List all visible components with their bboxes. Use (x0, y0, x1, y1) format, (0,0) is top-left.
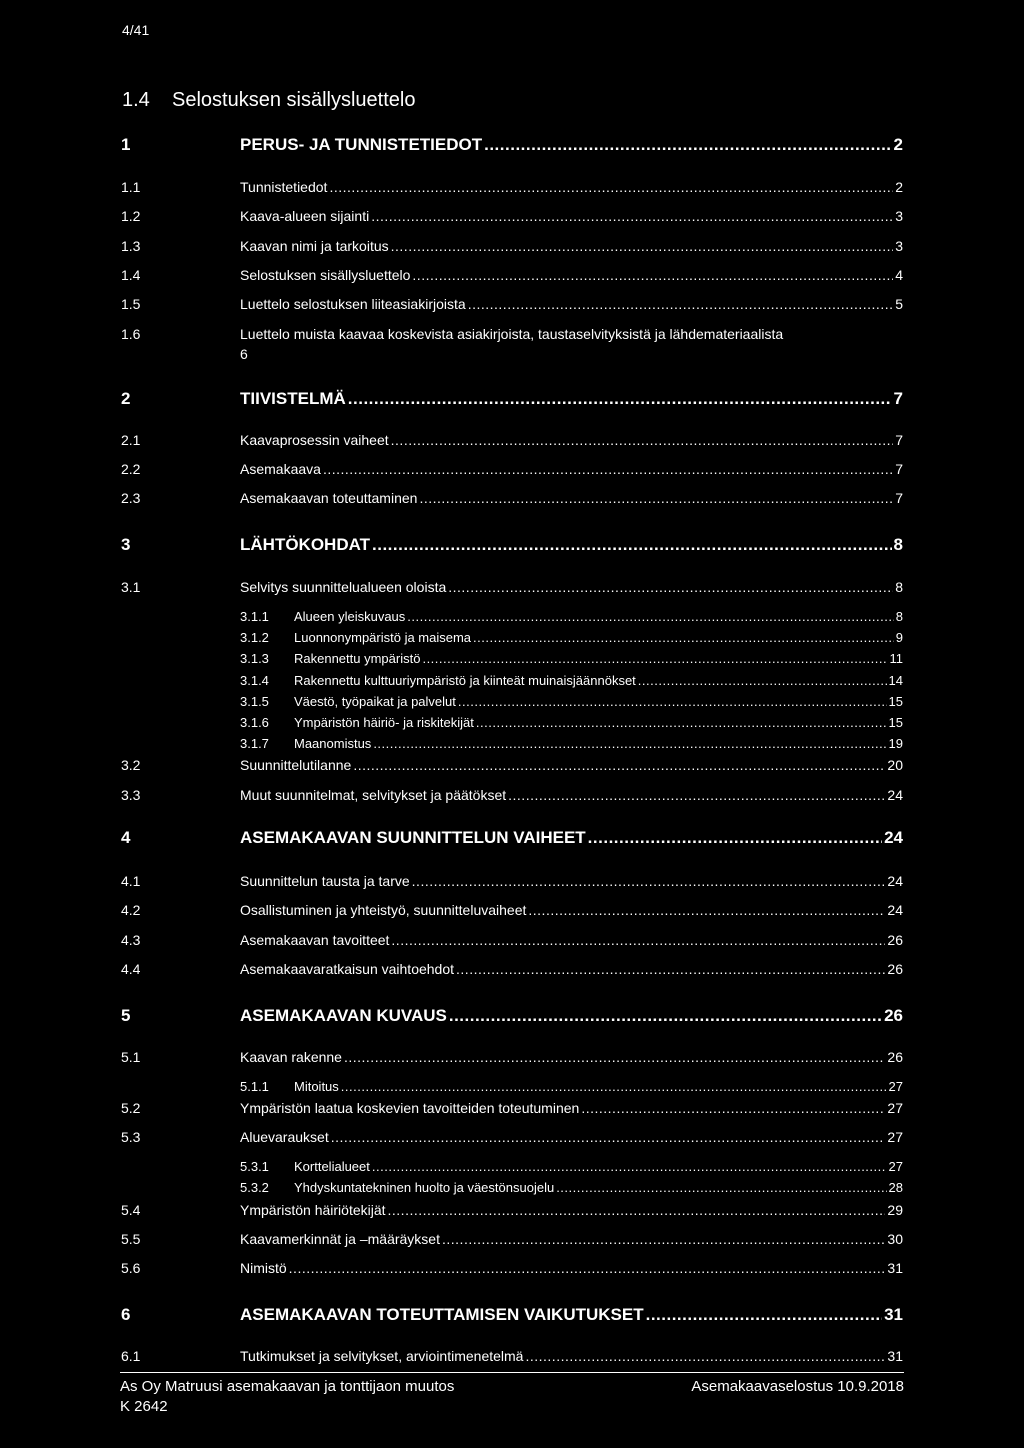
toc-entry-title: Rakennettu kulttuuriympäristö ja kiinteät muinaisjäännökset (294, 673, 636, 688)
toc-entry-number: 6 (121, 1305, 131, 1324)
toc-dot-leader (484, 135, 891, 155)
toc-entry-number: 5.4 (121, 1202, 141, 1218)
toc-entry-number: 5.1 (121, 1049, 141, 1065)
section-heading-number: 1.4 (122, 89, 150, 111)
toc-dot-leader (329, 179, 893, 195)
toc-dot-leader (525, 1348, 885, 1364)
toc-entry-number: 5.3.2 (240, 1180, 269, 1195)
footer-document-date: Asemakaavaselostus 10.9.2018 (691, 1378, 904, 1395)
toc-entry-title: Kaavaprosessin vaiheet (240, 432, 389, 448)
toc-entry-number: 5.1.1 (240, 1079, 269, 1094)
toc-entry-number: 5.3.1 (240, 1159, 269, 1174)
toc-entry-number: 1.2 (121, 208, 141, 224)
toc-entry-title: Kaavan nimi ja tarkoitus (240, 238, 389, 254)
toc-dot-leader (556, 1180, 886, 1195)
toc-entry-number: 3.2 (121, 757, 141, 773)
toc-entry-title: Asemakaava (240, 461, 321, 477)
toc-entry-page: 28 (888, 1180, 903, 1195)
toc-entry-title: ASEMAKAAVAN KUVAUS (240, 1006, 447, 1025)
toc-dot-leader (646, 1305, 882, 1325)
toc-entry-title: Ympäristön häiriötekijät (240, 1202, 386, 1218)
toc-entry-title: Tunnistetiedot (240, 179, 328, 195)
toc-entry-page: 9 (895, 630, 903, 645)
toc-entry-page: 2 (893, 135, 903, 154)
toc-entry-page: 31 (887, 1348, 903, 1364)
toc-entry-number: 3.3 (121, 787, 141, 803)
toc-entry-page: 19 (888, 736, 903, 751)
toc-entry-number: 5.5 (121, 1231, 141, 1247)
toc-entry-title: Ympäristön häiriö- ja riskitekijät (294, 715, 474, 730)
toc-dot-leader (419, 490, 893, 506)
toc-entry-title: Tutkimukset ja selvitykset, arviointimenetelmä (240, 1348, 524, 1364)
toc-entry-number: 3.1.3 (240, 651, 269, 666)
toc-entry-title: Selostuksen sisällysluettelo (240, 267, 411, 283)
toc-dot-leader (449, 1006, 882, 1026)
toc-entry-title: Kaavan rakenne (240, 1049, 342, 1065)
toc-entry-number: 5.3 (121, 1129, 141, 1145)
toc-entry-title: LÄHTÖKOHDAT (240, 535, 370, 554)
toc-entry-title: Luettelo muista kaavaa koskevista asiakirjoista, taustaselvityksistä ja lähdemateriaalista (240, 326, 784, 342)
toc-dot-leader (442, 1231, 885, 1247)
toc-dot-leader (468, 296, 894, 312)
toc-dot-leader (407, 609, 893, 624)
toc-entry-number: 5.6 (121, 1260, 141, 1276)
toc-entry-title: Korttelialueet (294, 1159, 370, 1174)
toc-dot-leader (391, 432, 894, 448)
toc-entry-page: 31 (884, 1305, 903, 1324)
toc-entry-page: 5 (895, 296, 903, 312)
toc-entry-page: 15 (888, 715, 903, 730)
toc-entry-title: Rakennettu ympäristö (294, 651, 421, 666)
toc-dot-leader (372, 535, 892, 555)
footer-code: K 2642 (120, 1398, 168, 1415)
toc-dot-leader (331, 1129, 886, 1145)
toc-entry-page: 7 (893, 389, 903, 408)
toc-entry-page: 3 (895, 208, 903, 224)
toc-entry-title: Luonnonympäristö ja maisema (294, 630, 472, 645)
toc-entry-page: 26 (887, 932, 903, 948)
section-heading-title: Selostuksen sisällysluettelo (172, 89, 416, 111)
toc-entry-number: 4.1 (121, 873, 141, 889)
toc-entry-number: 5 (121, 1006, 131, 1025)
toc-entry-number: 4.4 (121, 961, 141, 977)
toc-entry-page: 31 (887, 1260, 903, 1276)
toc-entry-title: Mitoitus (294, 1079, 339, 1094)
toc-dot-leader (391, 932, 885, 948)
toc-entry-page: 26 (887, 1049, 903, 1065)
toc-dot-leader (323, 461, 893, 477)
toc-entry-page: 27 (887, 1129, 903, 1145)
toc-dot-leader (458, 694, 887, 709)
toc-entry-page: 2 (895, 179, 903, 195)
footer-project-name: As Oy Matruusi asemakaavan ja tonttijaon muutos (120, 1378, 455, 1395)
toc-entry-page: 20 (887, 757, 903, 773)
toc-entry-number: 3.1.2 (240, 630, 269, 645)
toc-entry-number: 4.3 (121, 932, 141, 948)
toc-entry-number: 1.1 (121, 179, 141, 195)
toc-dot-leader (412, 873, 886, 889)
toc-entry-title: Alueen yleiskuvaus (294, 609, 406, 624)
toc-entry-title: ASEMAKAAVAN SUUNNITTELUN VAIHEET (240, 828, 586, 847)
toc-entry-title: Väestö, työpaikat ja palvelut (294, 694, 456, 709)
toc-entry-page: 30 (887, 1231, 903, 1247)
toc-dot-leader (289, 1260, 886, 1276)
toc-entry-title: Suunnittelutilanne (240, 757, 352, 773)
toc-entry-page: 27 (887, 1100, 903, 1116)
toc-dot-leader (581, 1100, 885, 1116)
toc-dot-leader (391, 238, 894, 254)
toc-entry-page: 26 (884, 1006, 903, 1025)
toc-entry-title: Luettelo selostuksen liiteasiakirjoista (240, 296, 466, 312)
toc-entry-number: 2.1 (121, 432, 141, 448)
toc-entry-number: 5.2 (121, 1100, 141, 1116)
toc-entry-title: Aluevaraukset (240, 1129, 329, 1145)
toc-entry-number: 1.4 (121, 267, 141, 283)
toc-entry-number: 2 (121, 389, 131, 408)
toc-entry-title: TIIVISTELMÄ (240, 389, 346, 408)
toc-entry-number: 2.2 (121, 461, 141, 477)
toc-entry-number: 3 (121, 535, 131, 554)
toc-entry-page: 24 (887, 787, 903, 803)
toc-entry-number: 3.1.4 (240, 673, 269, 688)
toc-entry-page: 27 (888, 1079, 903, 1094)
toc-entry-page: 7 (895, 461, 903, 477)
toc-dot-leader (422, 651, 887, 666)
toc-entry-title: Osallistuminen ja yhteistyö, suunnitteluvaiheet (240, 902, 527, 918)
toc-entry-title: Nimistö (240, 1260, 287, 1276)
toc-entry-title: Kaava-alueen sijainti (240, 208, 370, 224)
toc-entry-page: 8 (895, 579, 903, 595)
toc-entry-page: 7 (895, 432, 903, 448)
toc-entry-number: 1.3 (121, 238, 141, 254)
toc-dot-leader (344, 1049, 885, 1065)
toc-entry-title: PERUS- JA TUNNISTETIEDOT (240, 135, 483, 154)
toc-entry-title: Ympäristön laatua koskevien tavoitteiden toteutuminen (240, 1100, 580, 1116)
toc-entry-page: 3 (895, 238, 903, 254)
page-number: 4/41 (122, 22, 150, 38)
toc-entry-title: Suunnittelun tausta ja tarve (240, 873, 410, 889)
toc-dot-leader (508, 787, 885, 803)
toc-dot-leader (588, 828, 882, 848)
toc-dot-leader (412, 267, 893, 283)
toc-entry-number: 1.5 (121, 296, 141, 312)
toc-entry-number: 3.1 (121, 579, 141, 595)
toc-entry-number: 4 (121, 828, 131, 847)
toc-entry-page: 11 (889, 651, 903, 666)
toc-entry-page: 8 (893, 535, 903, 554)
toc-entry-number: 1.6 (121, 326, 141, 342)
toc-entry-number: 4.2 (121, 902, 141, 918)
toc-dot-leader (448, 579, 893, 595)
toc-entry-page: 29 (887, 1202, 903, 1218)
toc-entry-title: Kaavamerkinnät ja –määräykset (240, 1231, 440, 1247)
toc-entry-page: 4 (895, 267, 903, 283)
page-footer (120, 1372, 904, 1415)
toc-entry-number: 3.1.5 (240, 694, 269, 709)
toc-entry-page: 15 (888, 694, 903, 709)
toc-entry-page: 6 (240, 346, 248, 362)
toc-dot-leader (638, 673, 887, 688)
toc-entry-title: Asemakaavan toteuttaminen (240, 490, 418, 506)
toc-entry-title: Selvitys suunnittelualueen oloista (240, 579, 447, 595)
toc-entry-number: 1 (121, 135, 131, 154)
toc-dot-leader (528, 902, 885, 918)
toc-dot-leader (473, 630, 894, 645)
toc-dot-leader (456, 961, 885, 977)
toc-dot-leader (372, 1159, 887, 1174)
toc-entry-title: ASEMAKAAVAN TOTEUTTAMISEN VAIKUTUKSET (240, 1305, 644, 1324)
toc-entry-page: 8 (895, 609, 903, 624)
toc-dot-leader (476, 715, 887, 730)
toc-entry-page: 24 (887, 873, 903, 889)
toc-dot-leader (371, 208, 893, 224)
toc-dot-leader (353, 757, 885, 773)
toc-entry-number: 3.1.7 (240, 736, 269, 751)
toc-entry-page: 24 (887, 902, 903, 918)
toc-entry-title: Asemakaavaratkaisun vaihtoehdot (240, 961, 455, 977)
toc-entry-title: Muut suunnitelmat, selvitykset ja päätökset (240, 787, 507, 803)
toc-entry-page: 7 (895, 490, 903, 506)
toc-entry-title: Asemakaavan tavoitteet (240, 932, 390, 948)
toc-entry-title: Maanomistus (294, 736, 372, 751)
toc-entry-page: 26 (887, 961, 903, 977)
toc-dot-leader (388, 1202, 886, 1218)
toc-dot-leader (341, 1079, 887, 1094)
toc-dot-leader (348, 389, 892, 409)
toc-entry-page: 27 (888, 1159, 903, 1174)
toc-entry-number: 3.1.1 (240, 609, 269, 624)
toc-entry-number: 6.1 (121, 1348, 141, 1364)
toc-entry-number: 2.3 (121, 490, 141, 506)
toc-dot-leader (373, 736, 886, 751)
toc-entry-page: 24 (884, 828, 903, 847)
toc-entry-number: 3.1.6 (240, 715, 269, 730)
toc-entry-title: Yhdyskuntatekninen huolto ja väestönsuojelu (294, 1180, 555, 1195)
toc-entry-page: 14 (888, 673, 903, 688)
